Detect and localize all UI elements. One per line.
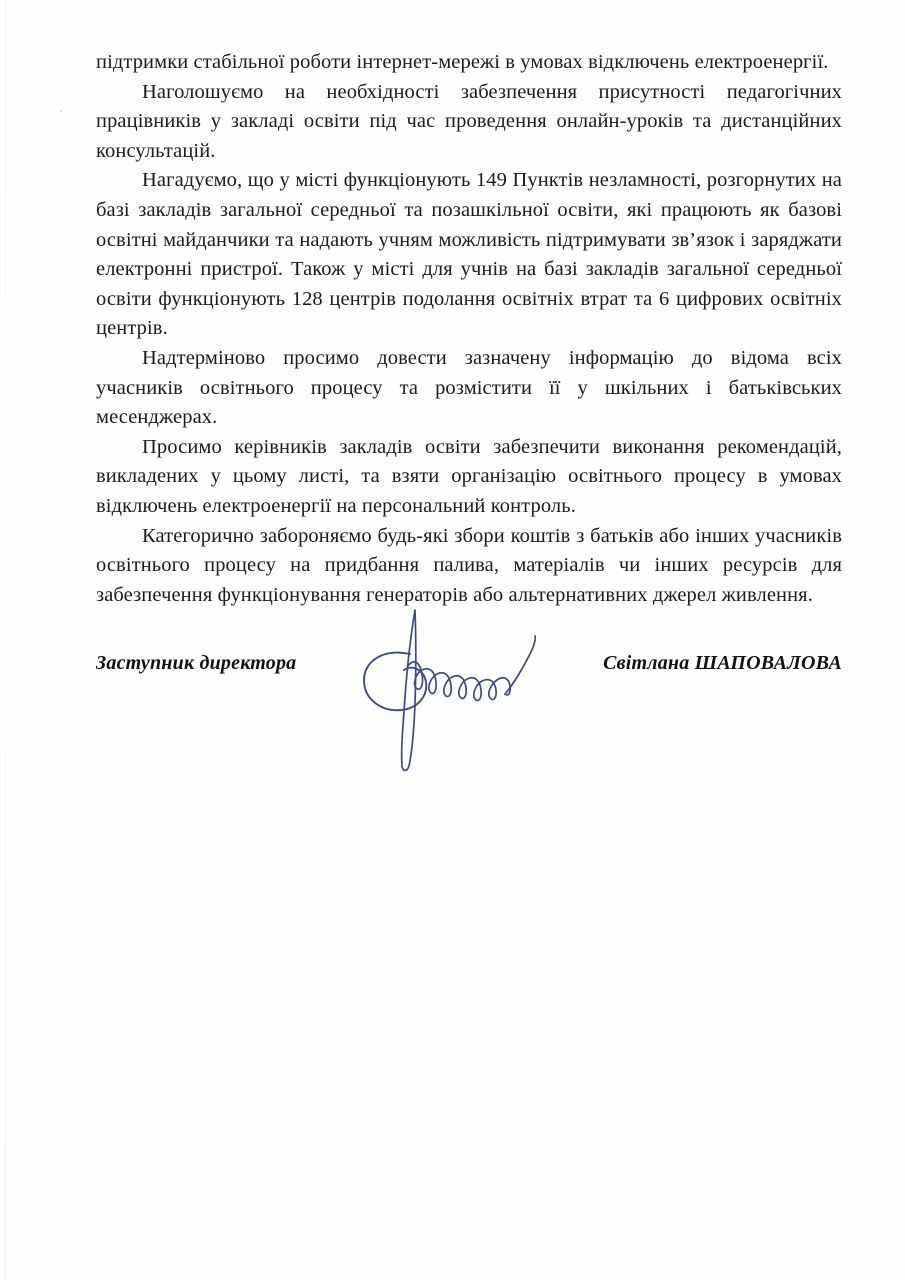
signatory-name: Світлана ШАПОВАЛОВА — [603, 652, 842, 674]
paragraph-prosymo: Просимо керівників закладів освіти забезпечити виконання рекомендацій, викладених у цьому листі, та взяти організацію освітнього процесу в умовах відключень електроенергії на персональний контроль. — [96, 435, 842, 517]
paragraph-nagoloshuemo: Наголошуємо на необхідності забезпечення присутності педагогічних працівників у закладі освіти під час проведення онлайн-уроків та дистанційних консультацій. — [96, 80, 842, 162]
paragraph-nadterminovo: Надтерміново просимо довести зазначену інформацію до відома всіх учасників освітнього процесу та розмістити її у шкільних і батьківських месенджерах. — [96, 346, 842, 429]
paragraph-kategorychno: Категорично забороняємо будь-які збори коштів з батьків або інших учасників освітнього процесу на придбання палива, матеріалів чи інших ресурсів для забезпечення функціонування генераторів або альтернативних джерел живлення. — [96, 524, 842, 606]
document-body — [96, 48, 842, 610]
signature-block — [96, 652, 842, 692]
paragraph-continuation: підтримки стабільної роботи інтернет-мережі в умовах відключень електроенергії. — [96, 51, 829, 73]
paragraph-nagaduemo: Нагадуємо, що у місті функціонують 149 Пунктів незламності, розгорнутих на базі закладів загальної середньої та позашкільної освіти, які працюють як базові освітні майданчики та надають учням можливість підтримувати зв’язок і заряджати електронні пристрої. Також у місті для учнів на базі закладів загальної середньої освіти функціонують 128 центрів подолання освітніх втрат та 6 цифрових освітніх центрів. — [96, 169, 842, 340]
signatory-role: Заступник директора — [96, 652, 297, 674]
scan-speck-artifact — [60, 110, 62, 112]
scan-edge-artifact — [5, 0, 6, 1280]
